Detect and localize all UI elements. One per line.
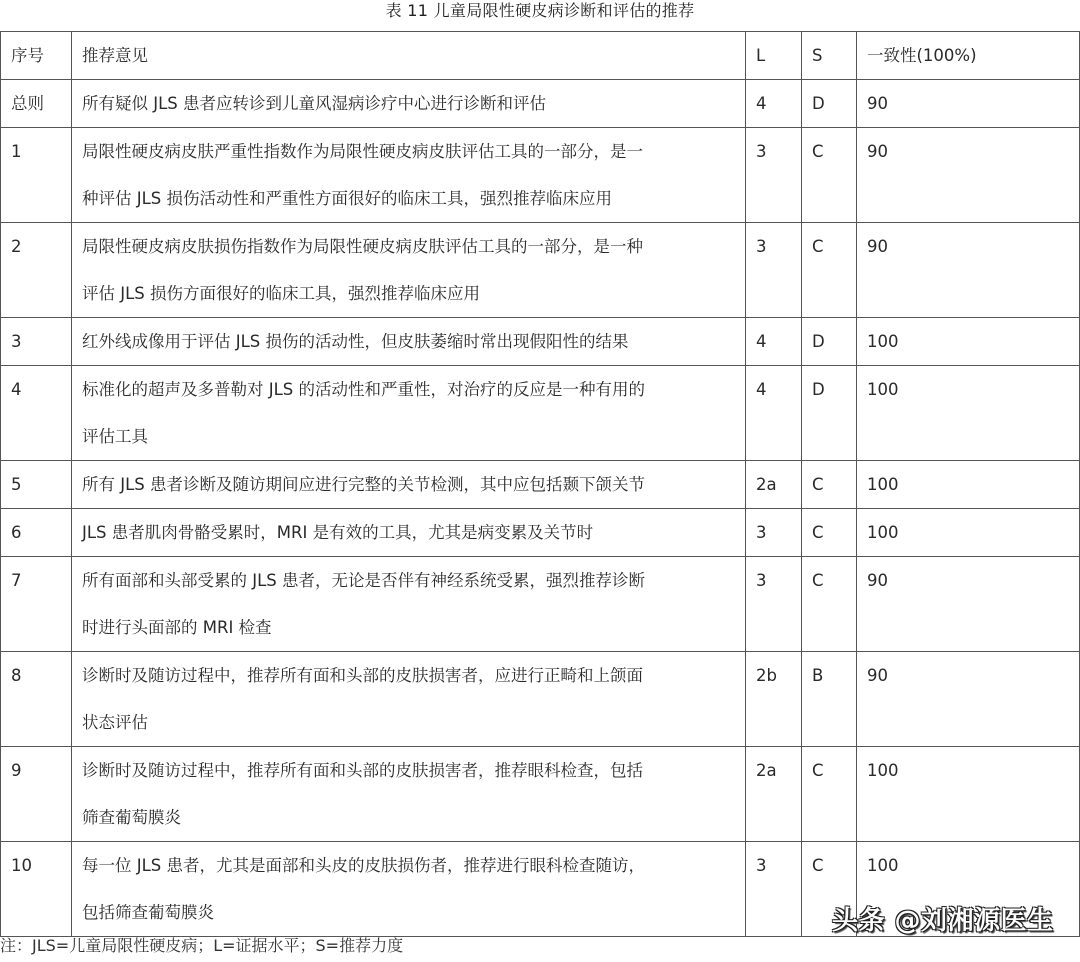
table-row — [1, 652, 1080, 747]
header-no: 序号 — [1, 32, 72, 80]
cell-recommendation — [72, 223, 746, 318]
table-row — [1, 747, 1080, 842]
table-footnote: 注：JLS=儿童局限性硬皮病；L=证据水平；S=推荐力度 — [0, 936, 404, 955]
header-agreement: 一致性(100%) — [857, 32, 1080, 80]
cell-level: 3 — [746, 128, 802, 223]
recommendation-line: 局限性硬皮病皮肤损伤指数作为局限性硬皮病皮肤评估工具的一部分，是一种 — [82, 237, 643, 256]
recommendation-line: 标准化的超声及多普勒对 JLS 的活动性和严重性，对治疗的反应是一种有用的 — [82, 380, 646, 399]
cell-agreement: 100 — [857, 461, 1080, 509]
table-row — [1, 461, 1080, 509]
cell-strength: C — [802, 223, 857, 318]
header-level: L — [746, 32, 802, 80]
cell-recommendation — [72, 318, 746, 366]
cell-no: 总则 — [1, 80, 72, 128]
header-recommendation: 推荐意见 — [72, 32, 746, 80]
recommendation-line: 诊断时及随访过程中，推荐所有面和头部的皮肤损害者，推荐眼科检查，包括 — [82, 761, 643, 780]
recommendation-line: 评估 JLS 损伤方面很好的临床工具，强烈推荐临床应用 — [82, 284, 481, 303]
recommendation-line: 状态评估 — [82, 713, 148, 732]
cell-no: 9 — [1, 747, 72, 842]
recommendation-line: 所有疑似 JLS 患者应转诊到儿童风湿病诊疗中心进行诊断和评估 — [82, 94, 547, 113]
cell-agreement: 100 — [857, 366, 1080, 461]
table-row — [1, 80, 1080, 128]
cell-no: 2 — [1, 223, 72, 318]
cell-level: 4 — [746, 80, 802, 128]
recommendation-line: 每一位 JLS 患者，尤其是面部和头皮的皮肤损伤者，推荐进行眼科检查随访， — [82, 856, 646, 875]
cell-recommendation — [72, 509, 746, 557]
cell-no: 5 — [1, 461, 72, 509]
cell-recommendation — [72, 461, 746, 509]
cell-no: 3 — [1, 318, 72, 366]
cell-level: 4 — [746, 318, 802, 366]
recommendation-line: 红外线成像用于评估 JLS 损伤的活动性，但皮肤萎缩时常出现假阳性的结果 — [82, 332, 629, 351]
cell-level: 3 — [746, 842, 802, 937]
cell-strength: C — [802, 461, 857, 509]
cell-agreement: 100 — [857, 747, 1080, 842]
recommendation-line: 筛查葡萄膜炎 — [82, 808, 181, 827]
header-strength: S — [802, 32, 857, 80]
cell-recommendation — [72, 747, 746, 842]
recommendation-line: JLS 患者肌肉骨骼受累时，MRI 是有效的工具，尤其是病变累及关节时 — [82, 523, 594, 542]
cell-recommendation — [72, 842, 746, 937]
cell-agreement: 90 — [857, 80, 1080, 128]
cell-strength: D — [802, 80, 857, 128]
cell-agreement: 100 — [857, 842, 1080, 937]
cell-strength: D — [802, 366, 857, 461]
table-row — [1, 366, 1080, 461]
cell-strength: C — [802, 842, 857, 937]
cell-agreement: 90 — [857, 652, 1080, 747]
cell-strength: C — [802, 747, 857, 842]
cell-recommendation — [72, 80, 746, 128]
cell-agreement: 90 — [857, 128, 1080, 223]
table-row — [1, 128, 1080, 223]
cell-strength: C — [802, 509, 857, 557]
cell-strength: C — [802, 128, 857, 223]
recommendation-line: 种评估 JLS 损伤活动性和严重性方面很好的临床工具，强烈推荐临床应用 — [82, 189, 613, 208]
cell-recommendation — [72, 366, 746, 461]
cell-level: 2b — [746, 652, 802, 747]
cell-strength: C — [802, 557, 857, 652]
recommendation-table — [0, 31, 1080, 937]
cell-no: 10 — [1, 842, 72, 937]
table-row — [1, 223, 1080, 318]
recommendation-line: 评估工具 — [82, 427, 148, 446]
table-row — [1, 509, 1080, 557]
cell-agreement: 100 — [857, 509, 1080, 557]
recommendation-line: 包括筛查葡萄膜炎 — [82, 903, 214, 922]
recommendation-line: 诊断时及随访过程中，推荐所有面和头部的皮肤损害者，应进行正畸和上颌面 — [82, 666, 643, 685]
recommendation-line: 局限性硬皮病皮肤严重性指数作为局限性硬皮病皮肤评估工具的一部分，是一 — [82, 142, 643, 161]
cell-no: 4 — [1, 366, 72, 461]
cell-strength: B — [802, 652, 857, 747]
table-row — [1, 318, 1080, 366]
cell-recommendation — [72, 128, 746, 223]
table-caption: 表 11 儿童局限性硬皮病诊断和评估的推荐 — [385, 1, 695, 20]
cell-level: 2a — [746, 461, 802, 509]
cell-level: 2a — [746, 747, 802, 842]
table-row — [1, 557, 1080, 652]
cell-recommendation — [72, 557, 746, 652]
cell-agreement: 90 — [857, 557, 1080, 652]
cell-recommendation — [72, 652, 746, 747]
cell-no: 6 — [1, 509, 72, 557]
cell-level: 3 — [746, 223, 802, 318]
cell-level: 3 — [746, 509, 802, 557]
cell-agreement: 100 — [857, 318, 1080, 366]
recommendation-line: 所有面部和头部受累的 JLS 患者，无论是否伴有神经系统受累，强烈推荐诊断 — [82, 571, 646, 590]
cell-level: 3 — [746, 557, 802, 652]
cell-no: 1 — [1, 128, 72, 223]
table-header-row — [1, 32, 1080, 80]
watermark: 头条 @刘湘源医生 — [832, 906, 1054, 936]
cell-strength: D — [802, 318, 857, 366]
cell-no: 8 — [1, 652, 72, 747]
recommendation-line: 时进行头面部的 MRI 检查 — [82, 618, 272, 637]
cell-agreement: 90 — [857, 223, 1080, 318]
recommendation-line: 所有 JLS 患者诊断及随访期间应进行完整的关节检测，其中应包括颞下颌关节 — [82, 475, 646, 494]
cell-no: 7 — [1, 557, 72, 652]
cell-level: 4 — [746, 366, 802, 461]
